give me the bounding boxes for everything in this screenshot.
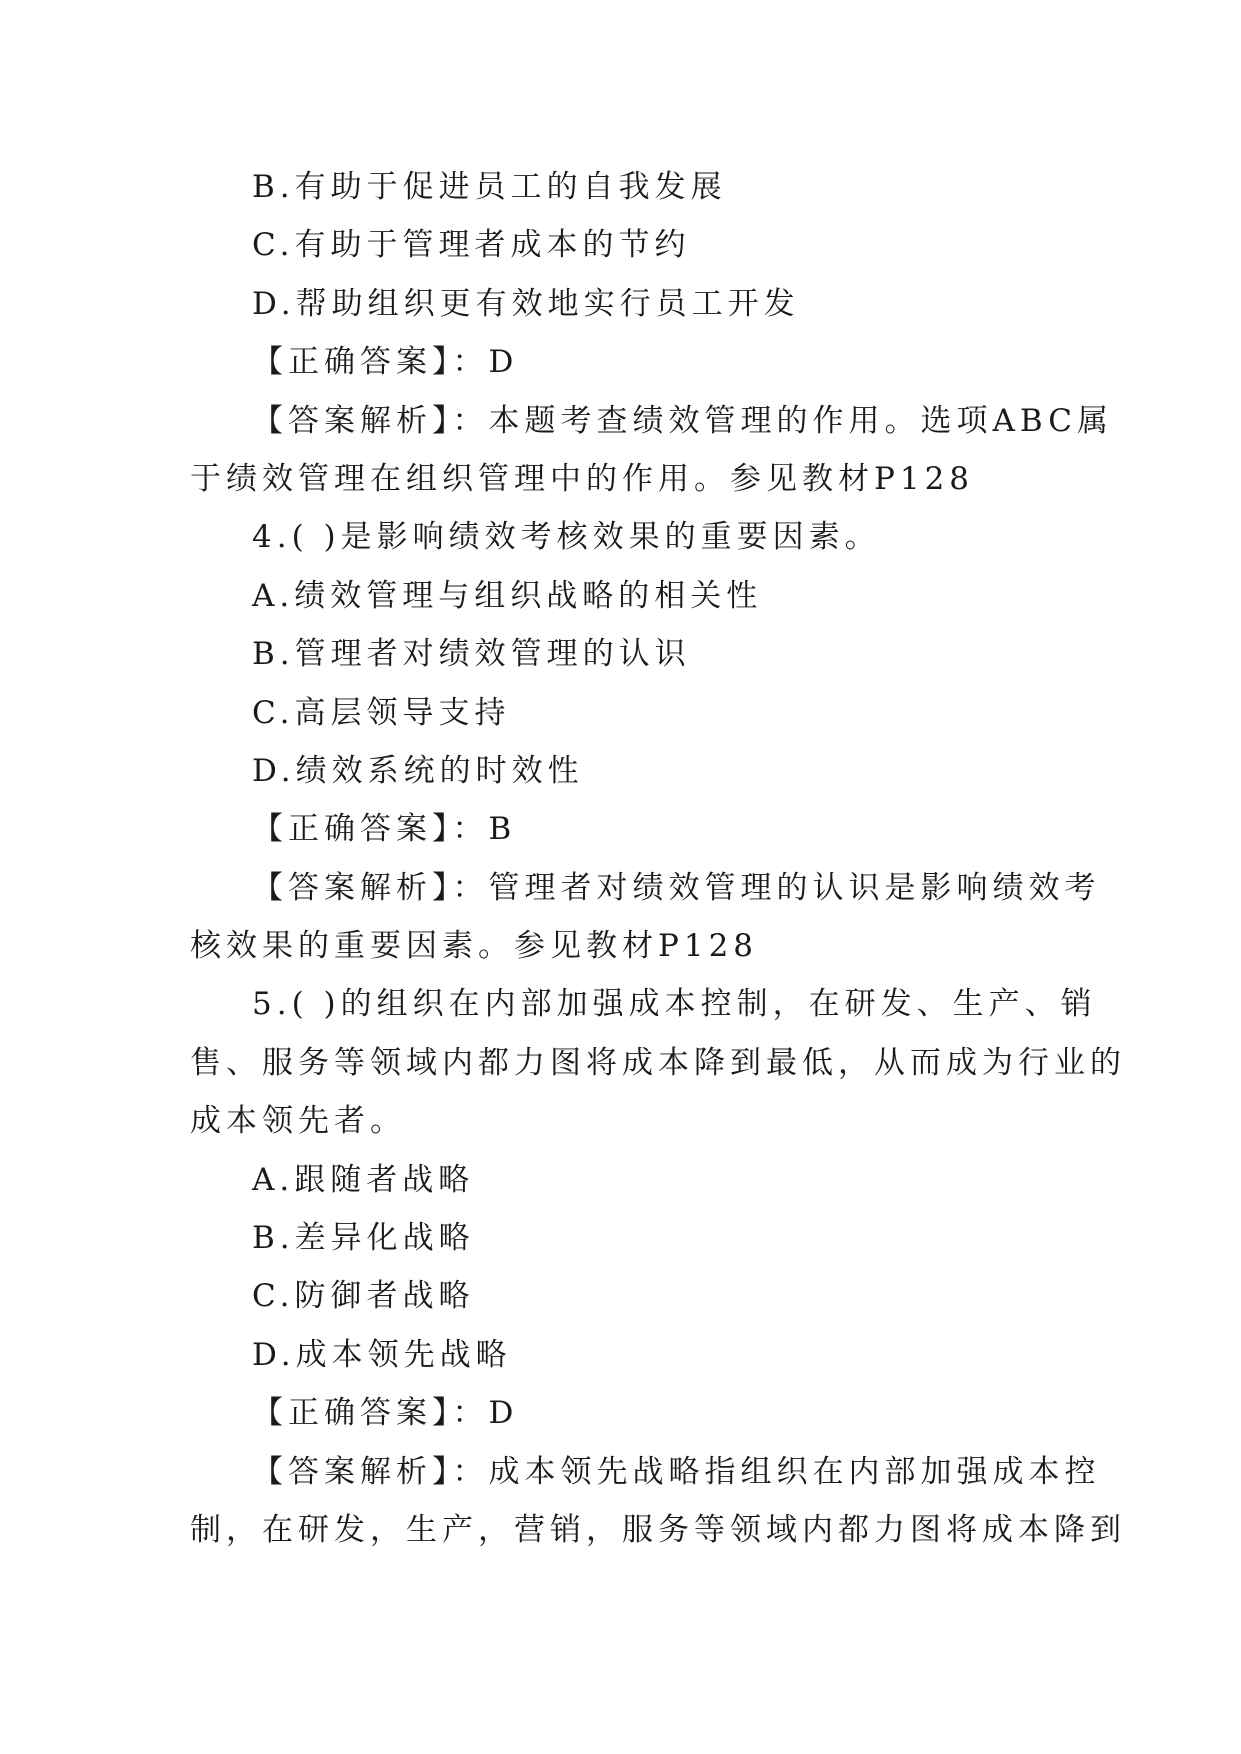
option-a-line: A.跟随者战略 — [252, 1161, 475, 1198]
correct-answer-line: 【正确答案】：D — [252, 1395, 519, 1432]
question-5-line: 5.( )的组织在内部加强成本控制，在研发、生产、销 — [252, 986, 1097, 1023]
correct-answer-line: 【正确答案】：D — [252, 344, 519, 381]
question-5-continuation: 成本领先者。 — [190, 1103, 406, 1140]
option-c-line: C.有助于管理者成本的节约 — [252, 227, 691, 264]
option-d-line: D.帮助组织更有效地实行员工开发 — [252, 285, 800, 322]
option-c-line: C.防御者战略 — [252, 1278, 475, 1315]
option-d-line: D.成本领先战略 — [252, 1336, 512, 1373]
answer-explanation-continuation: 核效果的重要因素。参见教材P128 — [190, 928, 759, 965]
question-4-line: 4.( )是影响绩效考核效果的重要因素。 — [252, 519, 881, 556]
document-page — [190, 158, 1126, 1559]
answer-explanation-line: 【答案解析】：管理者对绩效管理的认识是影响绩效考 — [252, 869, 1101, 906]
option-d-line: D.绩效系统的时效性 — [252, 752, 584, 789]
answer-explanation-line: 【答案解析】：成本领先战略指组织在内部加强成本控 — [252, 1453, 1101, 1490]
option-b-line: B.有助于促进员工的自我发展 — [252, 169, 727, 205]
answer-explanation-continuation: 于绩效管理在组织管理中的作用。参见教材P128 — [190, 460, 975, 497]
answer-explanation-line: 【答案解析】：本题考查绩效管理的作用。选项ABC属 — [252, 402, 1113, 439]
correct-answer-line: 【正确答案】：B — [252, 811, 517, 848]
option-b-line: B.管理者对绩效管理的认识 — [252, 636, 691, 673]
option-b-line: B.差异化战略 — [252, 1220, 475, 1257]
option-a-line: A.绩效管理与组织战略的相关性 — [252, 577, 763, 614]
question-5-continuation: 售、服务等领域内都力图将成本降到最低，从而成为行业的 — [190, 1044, 1126, 1081]
answer-explanation-continuation: 制，在研发，生产，营销，服务等领域内都力图将成本降到 — [190, 1511, 1126, 1548]
option-c-line: C.高层领导支持 — [252, 694, 511, 731]
